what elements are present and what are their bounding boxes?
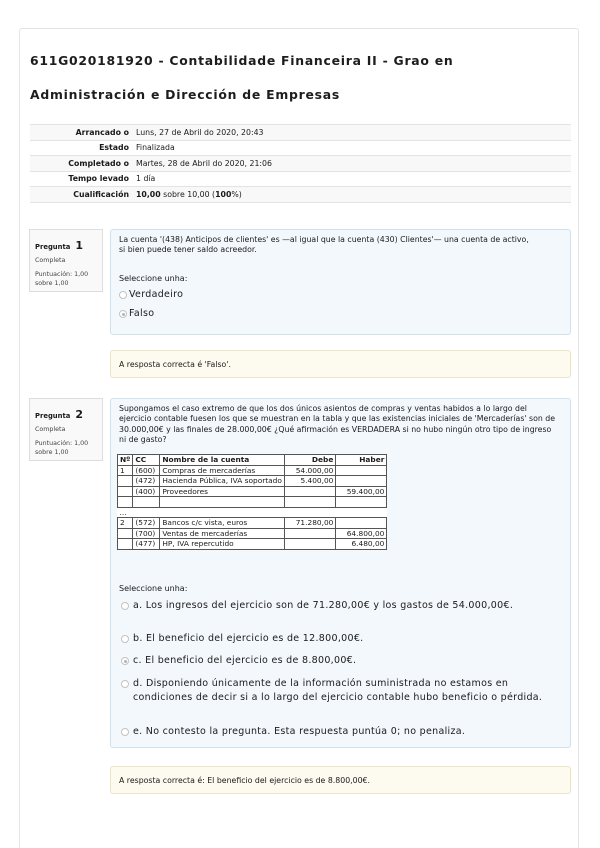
table-row [118,476,387,487]
summary-row-grade [30,187,571,203]
option-a[interactable] [121,599,551,613]
summary-label: Arrancado o [75,127,129,137]
question-state: Completa [35,257,66,264]
header-cell: Nº [118,455,133,466]
radio-icon[interactable] [121,635,129,643]
question-2-correct-answer: A resposta correcta é: El beneficio del ejercicio es de 8.800,00€. [110,766,571,794]
table-header-row [118,455,387,466]
cell [160,507,285,518]
cell: 6.480,00 [336,539,387,550]
attempt-summary-table [30,124,571,203]
grade-percent: 100 [215,189,232,199]
cell: 59.400,00 [336,486,387,497]
summary-label: Cualificación [73,189,129,199]
table-row [118,518,387,529]
grade-over: sobre 10,00 ( [160,189,216,199]
option-false[interactable] [119,307,154,321]
cell: 54.000,00 [285,465,336,476]
option-true[interactable] [119,288,183,302]
header-cell: Nombre de la cuenta [160,455,285,466]
summary-row-time [30,172,571,188]
journal-entries-table [117,454,387,550]
cell: Bancos c/c vista, euros [160,518,285,529]
summary-value [133,190,242,199]
cell: Hacienda Pública, IVA soportado [160,476,285,487]
cell [285,497,336,508]
answer-prompt: Seleccione unha: [119,584,188,593]
question-state: Completa [35,426,66,433]
question-number: 2 [75,408,84,421]
summary-value: Martes, 28 de Abril do 2020, 21:06 [136,158,272,168]
question-grade: Puntuación: 1,00 sobre 1,00 [35,440,89,456]
header-cell: Haber [336,455,387,466]
table-row [118,465,387,476]
cell [118,486,133,497]
summary-label: Estado [99,143,129,153]
page-title: 611G020181920 - Contabilidade Financeira II - Grao en Administración e Dirección de Empresas [30,53,454,102]
summary-value: 1 día [136,174,156,184]
option-b[interactable] [121,632,551,646]
radio-icon[interactable] [121,728,129,736]
option-label: Verdadeiro [129,289,184,300]
summary-label: Tempo levado [68,174,129,184]
cell: 2 [118,518,133,529]
cell [336,476,387,487]
cell [133,507,160,518]
cell [285,528,336,539]
cell [336,497,387,508]
option-e[interactable] [121,725,561,739]
option-label: e. No contesto la pregunta. Esta respuesta puntúa 0; no penaliza. [133,726,466,737]
summary-row-started [30,125,571,141]
table-row [118,497,387,508]
question-1-correct-answer: A resposta correcta é 'Falso'. [110,350,571,378]
cell [336,518,387,529]
header-cell: Debe [285,455,336,466]
cell: 71.280,00 [285,518,336,529]
question-2-info [29,398,103,461]
cell: 1 [118,465,133,476]
summary-row-completed [30,156,571,172]
cell [118,539,133,550]
question-2-formulation [110,398,571,748]
option-label: c. El beneficio del ejercicio es de 8.800,00€. [133,655,357,666]
question-1-formulation [110,229,571,335]
cell: ... [119,507,127,517]
question-label: Pregunta [35,412,71,420]
cell: (472) [133,476,160,487]
cell [285,539,336,550]
radio-icon[interactable] [119,291,127,299]
option-label: b. El beneficio del ejercicio es de 12.800,00€. [133,633,364,644]
question-grade: Puntuación: 1,00 sobre 1,00 [35,271,89,287]
cell: 5.400,00 [285,476,336,487]
cell: Compras de mercaderías [160,465,285,476]
table-row [118,539,387,550]
question-1-text: La cuenta '(438) Anticipos de clientes' es —al igual que la cuenta (430) Clientes'— una cuenta de activo, si bien puede tener saldo acreedor. [119,235,529,255]
radio-icon[interactable] [121,602,129,610]
table-row [118,528,387,539]
cell: (477) [133,539,160,550]
cell: (400) [133,486,160,497]
summary-value: Luns, 27 de Abril do 2020, 20:43 [136,127,264,137]
answer-prompt: Seleccione unha: [119,274,188,283]
cell [118,476,133,487]
summary-label: Completado o [68,158,129,168]
cell [285,507,336,518]
cell: (600) [133,465,160,476]
option-label: d. Disponiendo únicamente de la información suministrada no estamos en condiciones de decir si a lo largo del ejercicio contable hubo beneficio o pérdida. [133,678,543,703]
cell: Ventas de mercaderías [160,528,285,539]
option-label: a. Los ingresos del ejercicio son de 71.280,00€ y los gastos de 54.000,00€. [133,600,514,611]
option-c[interactable] [121,654,551,668]
cell [336,507,387,518]
cell: (572) [133,518,160,529]
question-1-info [29,229,103,292]
cell [160,497,285,508]
cell: HP, IVA repercutido [160,539,285,550]
grade-percent-suffix: %) [231,189,242,199]
grade-score: 10,00 [136,189,161,199]
radio-selected-icon[interactable] [121,657,129,665]
cell [118,497,133,508]
option-d[interactable] [121,677,551,705]
cell: Proveedores [160,486,285,497]
radio-icon[interactable] [121,680,129,688]
summary-value: Finalizada [136,143,175,153]
question-2-text: Supongamos el caso extremo de que los dos únicos asientos de compras y ventas habidos a lo largo del ejercicio contable fuesen los que se muestran en la tabla y que las existencias iniciales de 'Mercaderías' son de 30.000,00€ y las finales de 28.000,00€ ¿Qué afirmación es VERDADERA si no hubo ningún otro tipo de ingreso ni de gasto? [119,404,556,445]
header-cell: CC [133,455,160,466]
table-row [118,486,387,497]
question-label: Pregunta [35,243,71,251]
cell [133,497,160,508]
option-label: Falso [129,308,155,319]
cell: 64.800,00 [336,528,387,539]
cell [336,465,387,476]
radio-selected-icon[interactable] [119,310,127,318]
table-row [118,507,387,518]
cell [285,486,336,497]
cell: (700) [133,528,160,539]
cell [118,528,133,539]
question-number: 1 [75,239,84,252]
summary-row-state [30,141,571,157]
